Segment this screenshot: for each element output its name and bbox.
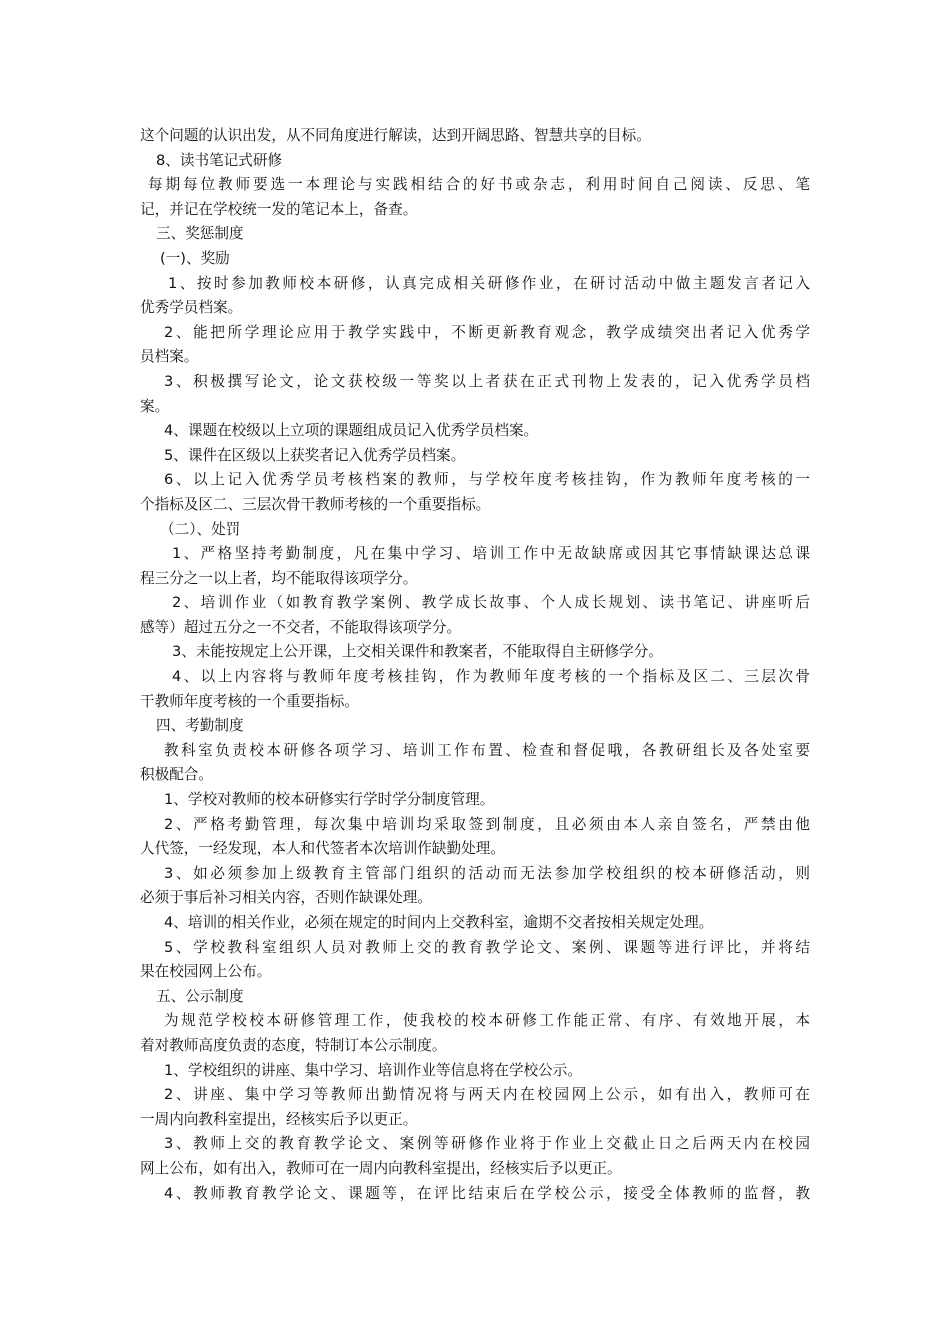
text-line: 4、教师教育教学论文、课题等，在评比结束后在学校公示，接受全体教师的监督，教 — [164, 1184, 810, 1202]
text-line: 2、讲座、集中学习等教师出勤情况将与两天内在校园网上公示，如有出入，教师可在 — [164, 1086, 810, 1104]
text-line: 教科室负责校本研修各项学习、培训工作布置、检查和督促哦，各教研组长及各处室要 — [164, 741, 810, 759]
text-line: 4、以上内容将与教师年度考核挂钩，作为教师年度考核的一个指标及区二、三层次骨 — [172, 668, 810, 686]
text-line: 5、学校教科室组织人员对教师上交的教育教学论文、案例、课题等进行评比，并将结 — [164, 938, 810, 956]
text-line: 案。 — [140, 397, 170, 415]
text-line: 1、学校对教师的校本研修实行学时学分制度管理。 — [164, 791, 495, 809]
text-line: 果在校园网上公布。 — [140, 963, 272, 981]
text-line: 3、教师上交的教育教学论文、案例等研修作业将于作业上交截止日之后两天内在校园 — [164, 1135, 810, 1153]
text-line: 网上公布，如有出入，教师可在一周内向教科室提出，经核实后予以更正。 — [140, 1159, 622, 1177]
text-line: 3、未能按规定上公开课，上交相关课件和教案者，不能取得自主研修学分。 — [172, 643, 663, 661]
text-line: 2、能把所学理论应用于教学实践中，不断更新教育观念，教学成绩突出者记入优秀学 — [164, 323, 810, 341]
text-line: 人代签，一经发现，本人和代签者本次培训作缺勤处理。 — [140, 840, 505, 858]
text-line: 6、以上记入优秀学员考核档案的教师，与学校年度考核挂钩，作为教师年度考核的一 — [164, 471, 810, 489]
text-line: (一)、奖励 — [160, 249, 230, 267]
text-line: （二）、处罚 — [160, 520, 241, 538]
text-line: 1、学校组织的讲座、集中学习、培训作业等信息将在学校公示。 — [164, 1061, 582, 1079]
text-line: 3、积极撰写论文，论文获校级一等奖以上者获在正式刊物上发表的，记入优秀学员档 — [164, 372, 810, 390]
text-line: 三、奖惩制度 — [156, 225, 244, 243]
text-line: 个指标及区二、三层次骨干教师考核的一个重要指标。 — [140, 495, 491, 513]
text-line: 员档案。 — [140, 348, 199, 366]
text-line: 每期每位教师要选一本理论与实践相结合的好书或杂志，利用时间自己阅读、反思、笔 — [148, 176, 810, 194]
text-line: 四、考勤制度 — [156, 717, 244, 735]
text-line: 优秀学员档案。 — [140, 299, 243, 317]
text-line: 着对教师高度负责的态度，特制订本公示制度。 — [140, 1036, 447, 1054]
text-line: 五、公示制度 — [156, 987, 244, 1005]
text-line: 程三分之一以上者，均不能取得该项学分。 — [140, 569, 418, 587]
text-line: 1、按时参加教师校本研修，认真完成相关研修作业，在研讨活动中做主题发言者记入 — [168, 274, 810, 292]
text-line: 这个问题的认识出发，从不同角度进行解读，达到开阔思路、智慧共享的目标。 — [140, 127, 651, 144]
text-line: 1、严格坚持考勤制度，凡在集中学习、培训工作中无故缺席或因其它事情缺课达总课 — [172, 545, 810, 563]
text-line: 一周内向教科室提出，经核实后予以更正。 — [140, 1110, 418, 1128]
text-line: 8、读书笔记式研修 — [156, 151, 283, 169]
text-line: 2、培训作业（如教育教学案例、教学成长故事、个人成长规划、读书笔记、讲座听后 — [172, 594, 810, 612]
text-line: 2、严格考勤管理，每次集中培训均采取签到制度，且必须由本人亲自签名，严禁由他 — [164, 815, 810, 833]
text-line: 干教师年度考核的一个重要指标。 — [140, 692, 359, 710]
text-line: 4、课题在校级以上立项的课题组成员记入优秀学员档案。 — [164, 422, 539, 440]
document-body — [140, 124, 810, 1206]
text-line: 5、课件在区级以上获奖者记入优秀学员档案。 — [164, 446, 466, 464]
text-line: 感等）超过五分之一不交者，不能取得该项学分。 — [140, 618, 462, 636]
text-line: 4、培训的相关作业，必须在规定的时间内上交教科室，逾期不交者按相关规定处理。 — [164, 914, 714, 931]
text-line: 为规范学校校本研修管理工作，使我校的校本研修工作能正常、有序、有效地开展，本 — [164, 1012, 810, 1030]
text-line: 3、如必须参加上级教育主管部门组织的活动而无法参加学校组织的校本研修活动，则 — [164, 864, 810, 882]
text-line: 积极配合。 — [140, 766, 213, 784]
text-line: 必须于事后补习相关内容，否则作缺课处理。 — [140, 889, 432, 907]
text-line: 记，并记在学校统一发的笔记本上，备查。 — [140, 200, 418, 218]
